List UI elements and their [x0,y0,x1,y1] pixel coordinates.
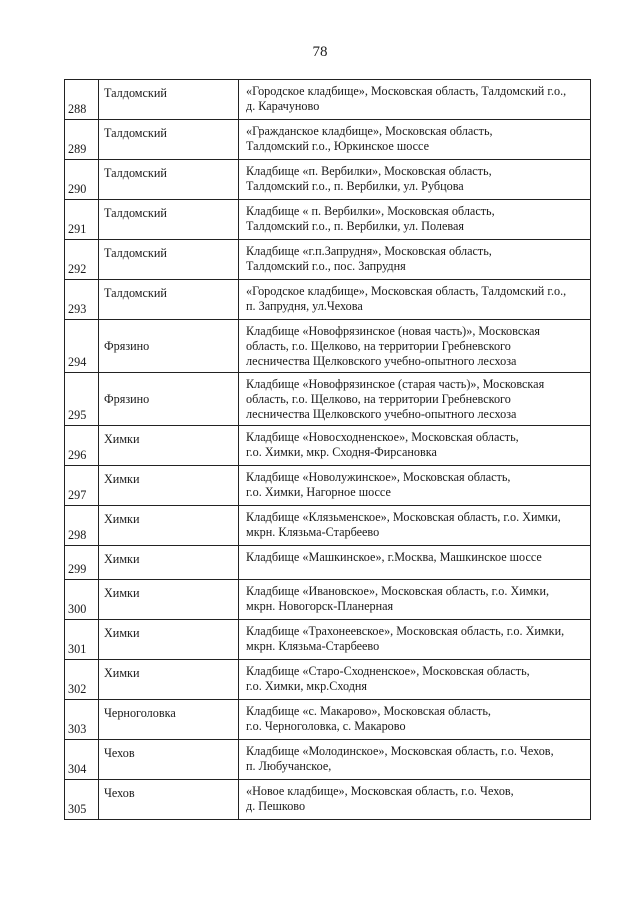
address-line: д. Карачуново [246,99,320,113]
row-number: 299 [65,546,99,580]
address-line: область, г.о. Щелково, на территории Гребневского [246,339,511,353]
district-cell: Химки [99,546,239,580]
district-cell: Талдомский [99,160,239,200]
row-number: 290 [65,160,99,200]
table-row [65,200,591,240]
cemetery-address-cell [239,506,591,546]
table-row [65,506,591,546]
address-line: Кладбище «Клязьменское», Московская область, г.о. Химки, [246,510,561,524]
table-row [65,700,591,740]
address-line: мкрн. Новогорск-Планерная [246,599,394,613]
row-number: 301 [65,620,99,660]
table-row [65,373,591,426]
address-line: Кладбище « п. Вербилки», Московская область, [246,204,495,218]
row-number: 291 [65,200,99,240]
cemetery-address-cell [239,80,591,120]
cemetery-address-cell [239,240,591,280]
address-line: Кладбище «с. Макарово», Московская область, [246,704,491,718]
cemetery-address-cell [239,160,591,200]
district-cell: Талдомский [99,280,239,320]
address-line: Талдомский г.о., пос. Запрудня [246,259,406,273]
address-line: «Городское кладбище», Московская область, Талдомский г.о., [246,84,567,98]
row-number: 302 [65,660,99,700]
district-cell: Химки [99,620,239,660]
address-line: Кладбище «Молодинское», Московская область, г.о. Чехов, [246,744,554,758]
address-line: Кладбище «Новофрязинское (новая часть)», Московская [246,324,540,338]
address-line: г.о. Химки, Нагорное шоссе [246,485,391,499]
table-row [65,660,591,700]
district-cell: Талдомский [99,200,239,240]
row-number: 289 [65,120,99,160]
cemetery-address-cell [239,620,591,660]
cemetery-address-cell [239,780,591,820]
address-line: Кладбище «Новосходненское», Московская область, [246,430,519,444]
address-line: п. Любучанское, [246,759,332,773]
address-line: Кладбище «Ивановское», Московская область, г.о. Химки, [246,584,550,598]
cemetery-address-cell [239,466,591,506]
cemetery-address-cell [239,426,591,466]
address-line: Кладбище «Машкинское», г.Москва, Машкинское шоссе [246,550,542,564]
cemetery-address-cell [239,200,591,240]
district-cell: Чехов [99,780,239,820]
table-row [65,160,591,200]
row-number: 297 [65,466,99,506]
table-row [65,580,591,620]
district-cell: Талдомский [99,80,239,120]
table-row [65,780,591,820]
district-cell: Химки [99,506,239,546]
address-line: Кладбище «г.п.Запрудня», Московская область, [246,244,492,258]
row-number: 292 [65,240,99,280]
cemetery-address-cell [239,740,591,780]
cemetery-address-cell [239,320,591,373]
address-line: Кладбище «Трахонеевское», Московская область, г.о. Химки, [246,624,565,638]
page-number: 78 [312,44,328,60]
address-line: Талдомский г.о., п. Вербилки, ул. Полевая [246,219,464,233]
row-number: 303 [65,700,99,740]
address-line: «Гражданское кладбище», Московская область, [246,124,493,138]
row-number: 288 [65,80,99,120]
address-line: д. Пешково [246,799,306,813]
row-number: 305 [65,780,99,820]
table-row [65,280,591,320]
row-number: 300 [65,580,99,620]
address-line: Талдомский г.о., Юркинское шоссе [246,139,429,153]
address-line: Талдомский г.о., п. Вербилки, ул. Рубцова [246,179,464,193]
address-line: область, г.о. Щелково, на территории Гребневского [246,392,511,406]
district-cell: Талдомский [99,240,239,280]
address-line: мкрн. Клязьма-Старбеево [246,525,380,539]
district-cell: Химки [99,466,239,506]
district-cell: Химки [99,580,239,620]
address-line: «Городское кладбище», Московская область, Талдомский г.о., [246,284,567,298]
cemetery-address-cell [239,546,591,580]
table-row [65,466,591,506]
cemetery-address-cell [239,660,591,700]
table-body [65,80,591,820]
address-line: Кладбище «Новолужинское», Московская область, [246,470,511,484]
cemetery-address-cell [239,700,591,740]
district-cell: Химки [99,426,239,466]
cemetery-registry-table [64,79,591,820]
district-cell: Фрязино [99,320,239,373]
row-number: 296 [65,426,99,466]
cemetery-address-cell [239,280,591,320]
address-line: лесничества Щелковского учебно-опытного лесхоза [246,407,517,421]
table-row [65,120,591,160]
address-line: г.о. Химки, мкр.Сходня [246,679,368,693]
row-number: 295 [65,373,99,426]
address-line: лесничества Щелковского учебно-опытного лесхоза [246,354,517,368]
address-line: «Новое кладбище», Московская область, г.о. Чехов, [246,784,514,798]
table-row [65,620,591,660]
cemetery-address-cell [239,120,591,160]
table-row [65,240,591,280]
district-cell: Черноголовка [99,700,239,740]
address-line: Кладбище «Старо-Сходненское», Московская область, [246,664,530,678]
table-row [65,320,591,373]
address-line: Кладбище «Новофрязинское (старая часть)», Московская [246,377,545,391]
table-row [65,80,591,120]
row-number: 294 [65,320,99,373]
row-number: 304 [65,740,99,780]
address-line: п. Запрудня, ул.Чехова [246,299,363,313]
table-row [65,426,591,466]
row-number: 293 [65,280,99,320]
cemetery-address-cell [239,373,591,426]
address-line: мкрн. Клязьма-Старбеево [246,639,380,653]
district-cell: Талдомский [99,120,239,160]
address-line: Кладбище «п. Вербилки», Московская область, [246,164,492,178]
district-cell: Химки [99,660,239,700]
district-cell: Фрязино [99,373,239,426]
row-number: 298 [65,506,99,546]
cemetery-address-cell [239,580,591,620]
table-row [65,740,591,780]
table-row [65,546,591,580]
address-line: г.о. Химки, мкр. Сходня-Фирсановка [246,445,437,459]
address-line: г.о. Черноголовка, с. Макарово [246,719,406,733]
district-cell: Чехов [99,740,239,780]
